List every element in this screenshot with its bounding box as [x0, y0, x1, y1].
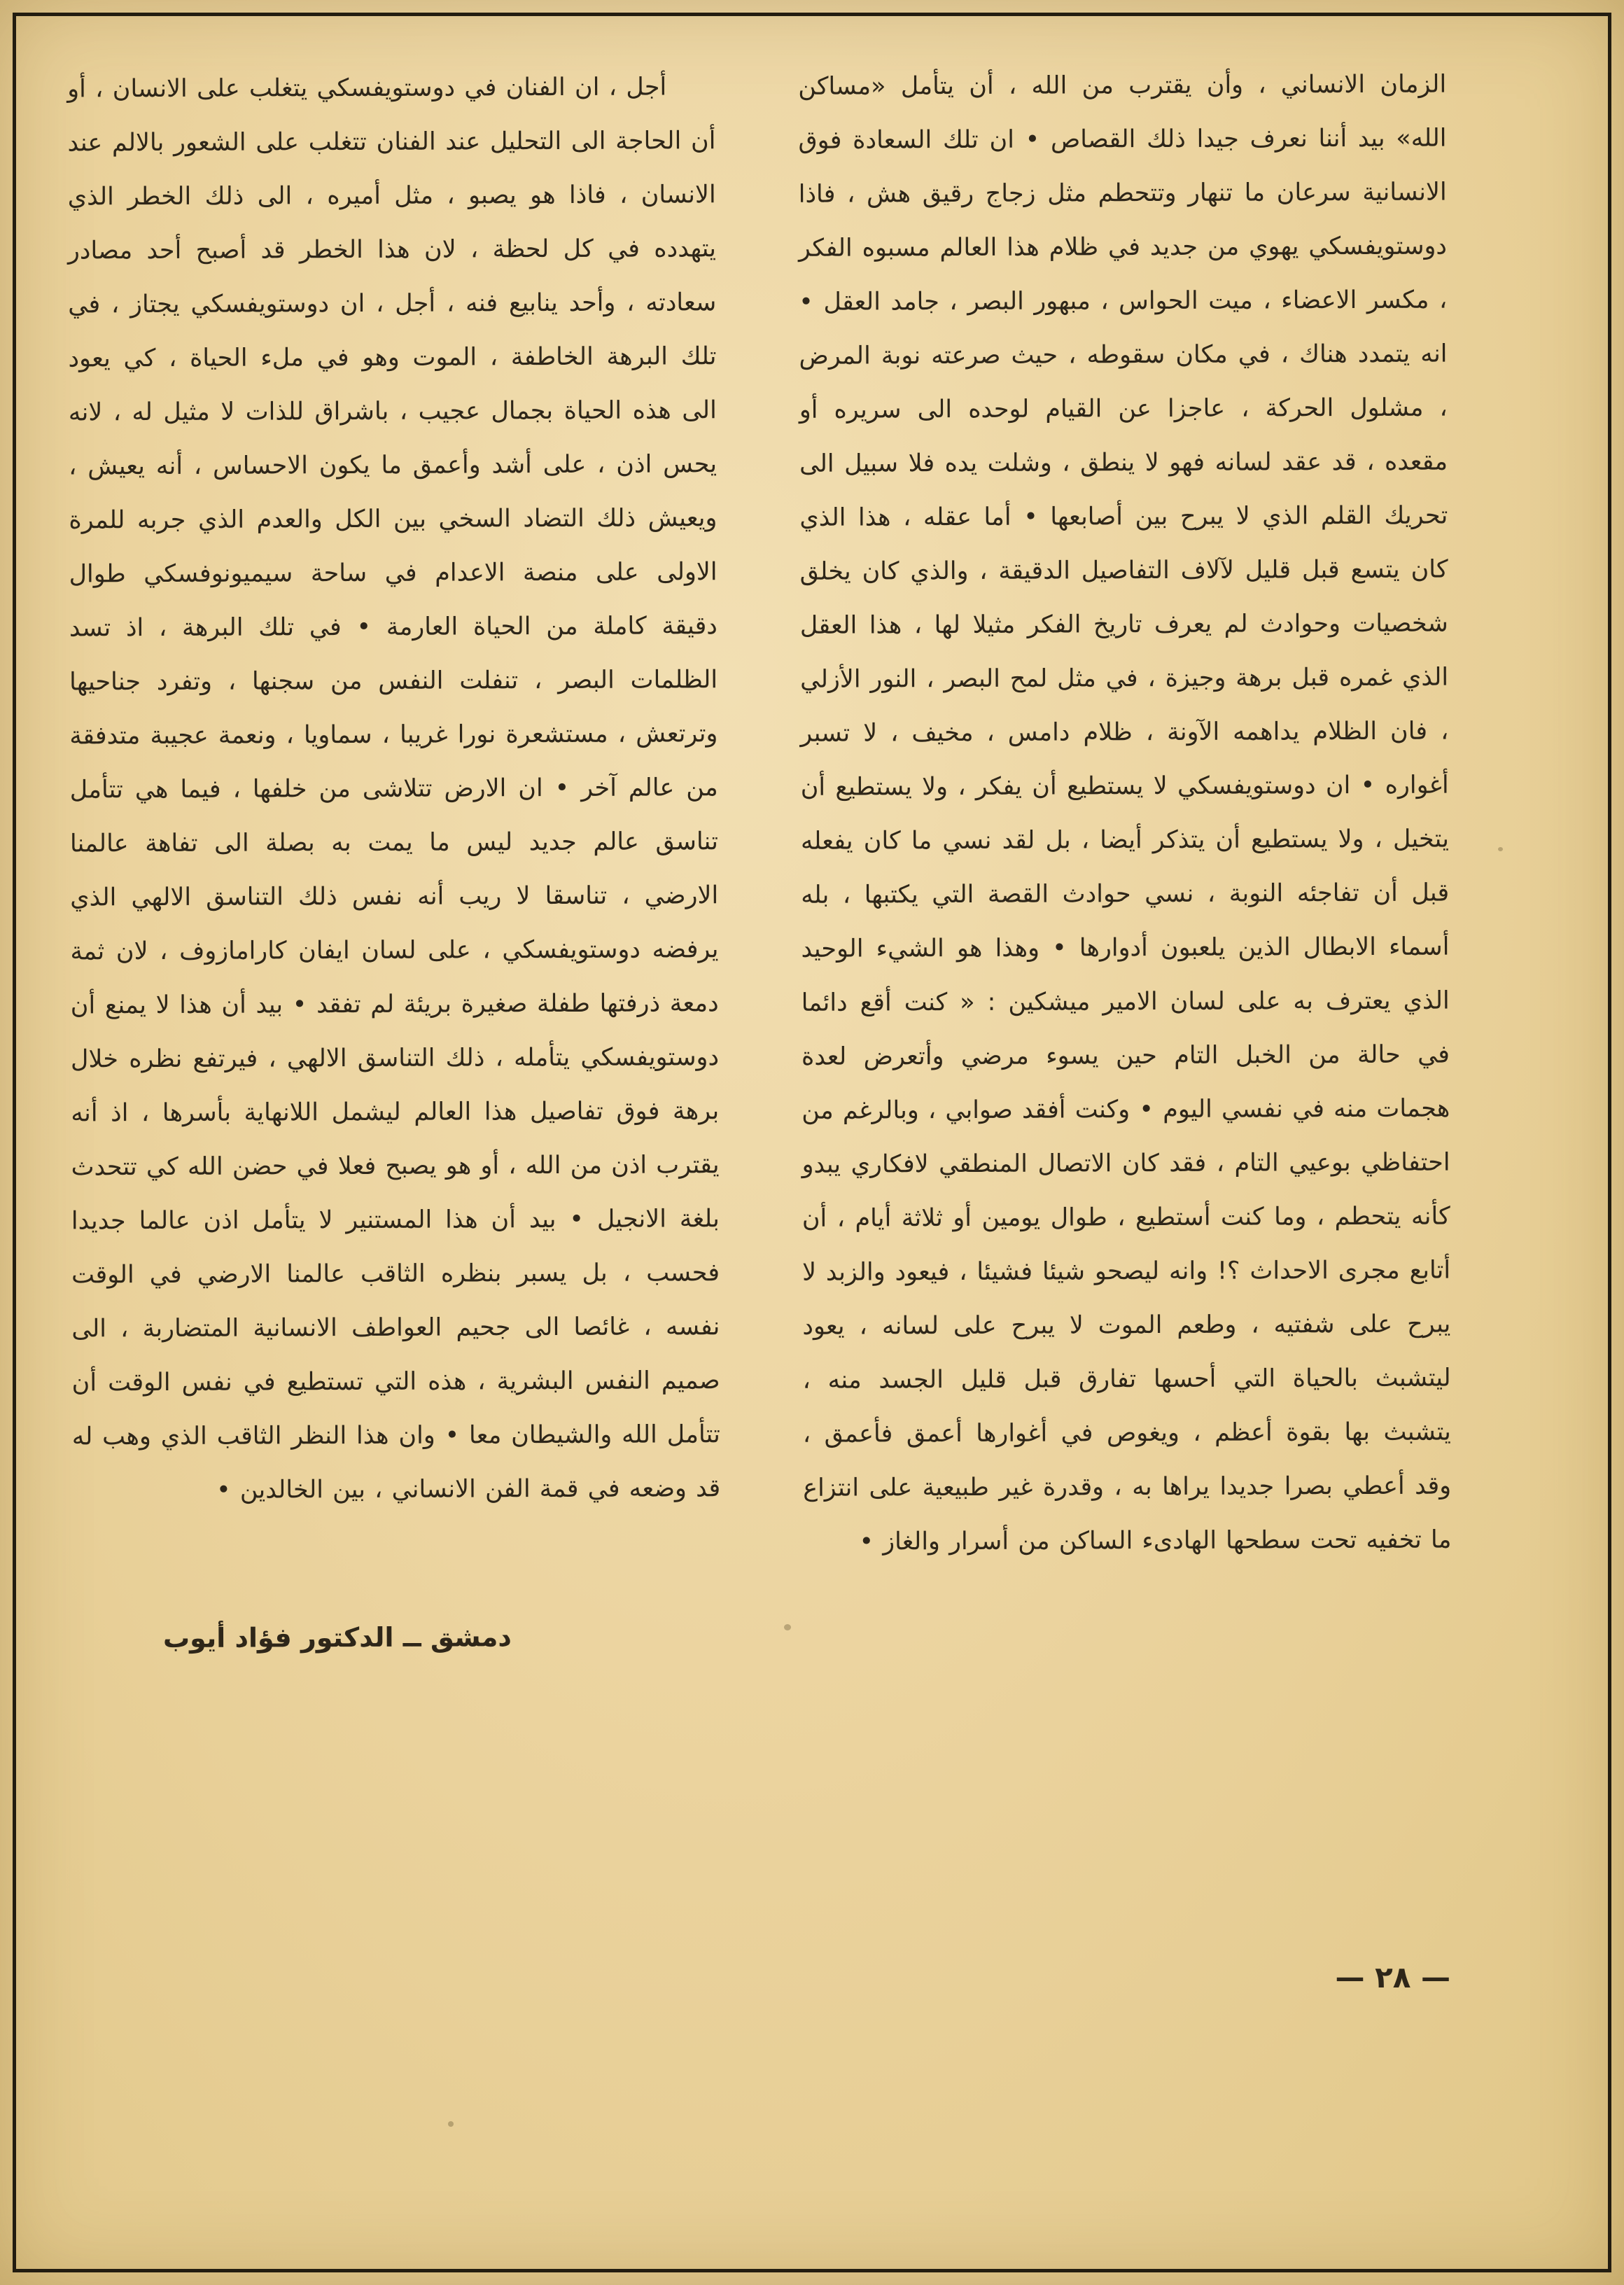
author-signature: دمشق ــ الدكتور فؤاد أيوب	[162, 1621, 512, 1654]
paper-speck	[784, 1624, 791, 1630]
two-column-layout	[67, 58, 1452, 1654]
paper-speck	[1498, 847, 1503, 851]
column-left-text: أجل ، ان الفنان في دوستويفسكي يتغلب على الانسان ، أو أن الحاجة الى التحليل عند الفنان تتغلب على الشعور بالالم عند الانسان ، فاذا هو يصبو ، مثل أميره ، الى ذلك الخطر الذي يتهدده في كل لحظة ، لان هذا الخطر قد أصبح أحد مصادر سعادته ، وأحد ينابيع فنه ، أجل ، ان دوستويفسكي يجتاز ، في تلك البرهة الخاطفة ، الموت وهو في ملء الحياة ، كي يعود الى هذه الحياة بجمال عجيب ، باشراق للذات لا مثيل له ، لانه يحس اذن ، على أشد وأعمق ما يكون الاحساس ، أنه يعيش ، ويعيش ذلك التضاد السخي بين الكل والعدم الذي جربه للمرة الاولى على منصة الاعدام في ساحة سيميونوفسكي طوال دقيقة كاملة من الحياة العارمة • في تلك البرهة ، اذ تسد الظلمات البصر ، تنفلت النفس من سجنها ، وتفرد جناحيها وترتعش ، مستشعرة نورا غريبا ، سماويا ، ونعمة عجيبة متدفقة من عالم آخر • ان الارض تتلاشى من خلفها ، فيما هي تتأمل تناسق عالم جديد ليس ما يمت به بصلة الى تفاهة عالمنا الارضي ، تناسقا لا ريب أنه نفس ذلك التناسق الالهي الذي يرفضه دوستويفسكي ، على لسان ايفان كارامازوف ، لان ثمة دمعة ذرفتها طفلة صغيرة بريئة لم تفقد • بيد أن هذا لا يمنع أن دوستويفسكي يتأمله ، ذلك التناسق الالهي ، فيرتفع نظره خلال برهة فوق تفاصيل هذا العالم ليشمل اللانهاية بأسرها ، اذ أنه يقترب اذن من الله ، أو هو يصبح فعلا في حضن الله كي تتحدث بلغة الانجيل • بيد أن هذا المستنير لا يتأمل اذن عالما جديدا فحسب ، بل يسبر بنظره الثاقب عالمنا الارضي في الوقت نفسه ، غائصا الى جحيم العواطف الانسانية المتضاربة ، الى صميم النفس البشرية ، هذه التي تستطيع في نفس الوقت أن تتأمل الله والشيطان معا • وان هذا النظر الثاقب الذي وهب له قد وضعه في قمة الفن الانساني ، بين الخالدين •	[67, 73, 721, 1504]
column-left	[67, 60, 721, 1654]
page-number: — ٢٨ —	[1335, 1960, 1450, 1994]
column-right-text: الزمان الانساني ، وأن يقترب من الله ، أن يتأمل «مساكن الله» بيد أننا نعرف جيدا ذلك القصاص • ان تلك السعادة فوق الانسانية سرعان ما تنهار وتتحطم مثل زجاج رقيق هش ، فاذا دوستويفسكي يهوي من جديد في ظلام هذا العالم مسبوه الفكر ، مكسر الاعضاء ، ميت الحواس ، مبهور البصر ، جامد العقل • انه يتمدد هناك ، في مكان سقوطه ، حيث صرعته نوبة المرض ، مشلول الحركة ، عاجزا عن القيام لوحده الى سريره أو مقعده ، قد عقد لسانه فهو لا ينطق ، وشلت يده فلا سبيل الى تحريك القلم الذي لا يبرح بين أصابعها • أما عقله ، هذا الذي كان يتسع قبل قليل لآلاف التفاصيل الدقيقة ، والذي كان يخلق شخصيات وحوادث لم يعرف تاريخ الفكر مثيلا لها ، هذا العقل الذي غمره قبل برهة وجيزة ، في مثل لمح البصر ، النور الأزلي ، فان الظلام يداهمه الآونة ، ظلام دامس ، مخيف ، لا تسبر أغواره • ان دوستويفسكي لا يستطيع أن يفكر ، ولا يستطيع أن يتخيل ، ولا يستطيع أن يتذكر أيضا ، بل لقد نسي ما كان يفعله قبل أن تفاجئه النوبة ، نسي حوادث القصة التي يكتبها ، بله أسماء الابطال الذين يلعبون أدوارها • وهذا هو الشيء الوحيد الذي يعترف به على لسان الامير ميشكين : « كنت أقع دائما في حالة من الخبل التام حين يسوء مرضي وأتعرض لعدة هجمات منه في نفسي اليوم • وكنت أفقد صوابي ، وبالرغم من احتفاظي بوعيي التام ، فقد كان الاتصال المنطقي لافكاري يبدو كأنه يتحطم ، وما كنت أستطيع ، طوال يومين أو ثلاثة أيام ، أن أتابع مجرى الاحداث ؟! وانه ليصحو شيئا فشيئا ، فيعود والزبد لا يبرح على شفتيه ، وطعم الموت لا يبرح على لسانه ، يعود ليتشبث بالحياة التي أحسها تفارق قبل قليل الجسد منه ، يتشبث بها بقوة أعظم ، ويغوص في أغوارها أعمق فأعمق ، وقد أعطي بصرا جديدا يراها به ، وقدرة غير طبيعية على انتزاع ما تخفيه تحت سطحها الهادىء الساكن من أسرار والغاز •	[798, 70, 1452, 1556]
article-body	[67, 58, 1452, 1654]
paper-speck	[448, 2121, 454, 2127]
column-right	[798, 58, 1452, 1570]
